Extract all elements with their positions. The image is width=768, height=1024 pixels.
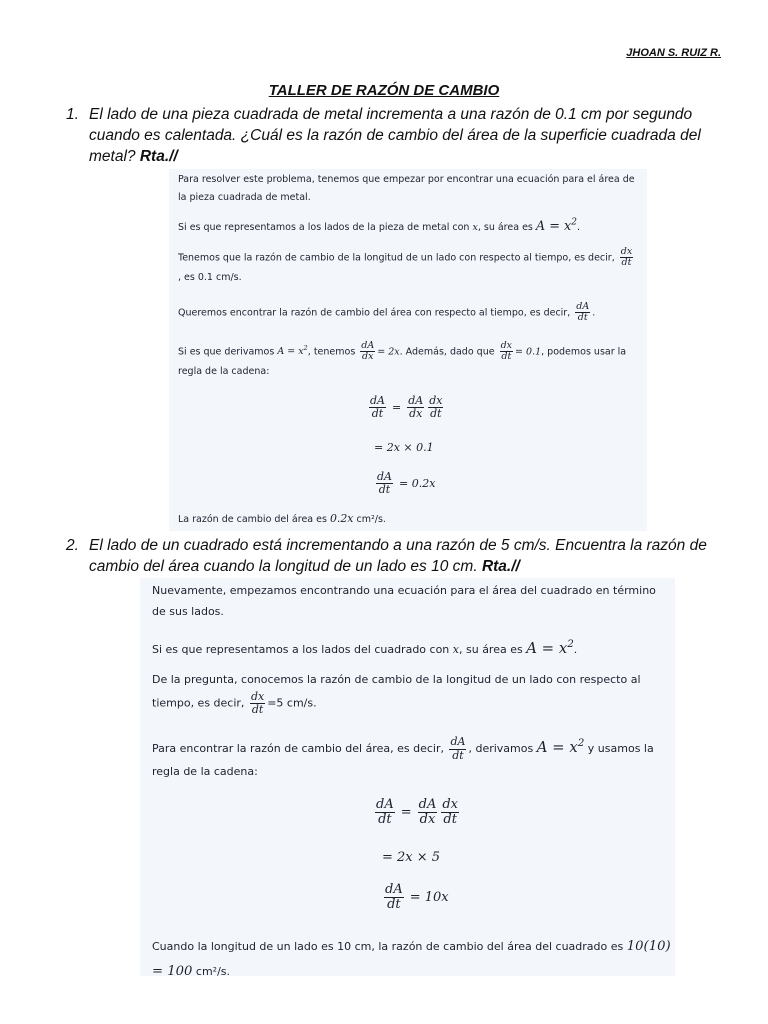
question-2 [66, 535, 726, 577]
math-text: 0.2x [329, 512, 354, 525]
math-text: A = x [535, 219, 572, 234]
solution-paragraph: Nuevamente, empezamos encontrando una ecuación para el área del cuadrado en término de sus lados. [152, 584, 656, 618]
math-fraction [500, 341, 513, 363]
frac-num: dx [250, 689, 265, 703]
answer-label: Rta.// [481, 558, 520, 575]
equation-step: = 2x × 0.1 [374, 441, 434, 454]
math-var: x [452, 643, 459, 656]
text-segment: , su área es [477, 222, 536, 233]
text-segment: La razón de cambio del área es [178, 514, 330, 525]
frac-den: dt [577, 312, 588, 324]
solution-paragraph [152, 670, 672, 716]
text-segment: , su área es [459, 643, 527, 656]
math-fraction [428, 395, 443, 420]
question-number: 1. [66, 106, 79, 123]
chain-rule-equation [367, 395, 445, 420]
math-text: A = x [277, 346, 304, 358]
text-segment: Si es que representamos a los lados de la pieza de metal con [178, 222, 473, 233]
frac-num: dx [500, 340, 513, 351]
question-1 [66, 104, 726, 167]
question-text: El lado de una pieza cuadrada de metal incrementa a una razón de 0.1 cm por segundo cuando es calentada. ¿Cuál es la razón de cambio del área de la superficie cuadrada del metal? [89, 106, 701, 165]
text-segment: =5 cm/s. [267, 696, 317, 710]
math-fraction [375, 798, 395, 828]
text-segment: Si es que derivamos [178, 346, 278, 358]
solution-paragraph [178, 341, 638, 381]
frac-num: dA [450, 735, 466, 749]
math-text: = 2x [377, 346, 400, 358]
solution-1-box [169, 169, 647, 531]
math-text: = 0.1 [515, 346, 542, 358]
math-expression [537, 738, 585, 756]
solution-paragraph: Queremos encontrar la razón de cambio del área con respecto al tiempo, es decir, $\frac{dA}{dt}$ . [178, 301, 596, 324]
question-text-block [89, 104, 726, 167]
frac-num: dx [429, 394, 443, 407]
frac-den: dt [378, 483, 391, 497]
text-segment: , es 0.1 cm/s. [178, 271, 242, 283]
text-segment: . Además, dado que [399, 346, 498, 358]
text-segment: Queremos encontrar la razón de cambio del área con respecto al tiempo, es decir, [178, 307, 574, 319]
frac-den: dt [430, 407, 442, 421]
text-segment: , derivamos [468, 742, 537, 755]
frac-den: dt [443, 812, 457, 828]
frac-den: dt [501, 351, 512, 363]
frac-num: dA [361, 340, 375, 351]
frac-den: dt [387, 897, 401, 913]
equation-step: = 2x × 5 [382, 850, 441, 865]
frac-num: dA [385, 882, 403, 897]
math-operator: = [392, 401, 402, 415]
frac-num: dx [442, 797, 458, 812]
frac-num: dA [377, 470, 392, 483]
text-segment: Tenemos que la razón de cambio de la longitud de un lado con respecto al tiempo, es decir, [178, 252, 618, 264]
text-segment: , tenemos [307, 346, 359, 358]
frac-den: dt [452, 748, 464, 762]
math-var: x [472, 222, 478, 233]
text-segment: cm²/s. [192, 965, 231, 979]
math-fraction [575, 302, 590, 324]
question-text-block [89, 535, 726, 577]
frac-num: dA [576, 301, 590, 312]
text-segment: y usamos la regla de la cadena: [152, 742, 654, 778]
text-segment: Cuando la longitud de un lado es 10 cm, la razón de cambio del área del cuadrado es [152, 940, 627, 953]
math-fraction [441, 798, 459, 828]
math-operator: = [400, 805, 412, 821]
solution-paragraph [152, 733, 672, 782]
math-text: = 0.2x [399, 477, 436, 491]
text-segment: , podemos usar la regla de la cadena: [178, 346, 627, 377]
math-exponent: 2 [571, 217, 577, 228]
math-expression [536, 219, 577, 234]
solution-paragraph: Para resolver este problema, tenemos que empezar por encontrar una ecuación para el área de la pieza cuadrada de metal. [178, 174, 635, 204]
text-segment: De la pregunta, conocemos la razón de cambio de la longitud de un lado con respecto al tiempo, es decir, [152, 673, 641, 710]
frac-den: dt [251, 702, 264, 716]
math-text: A = x [526, 639, 568, 657]
math-text: 10(10) = 100 [152, 939, 671, 980]
frac-num: dA [408, 394, 424, 407]
math-fraction [250, 691, 265, 716]
text-segment: Para encontrar la razón de cambio del área, es decir, [152, 742, 448, 755]
question-number: 2. [66, 537, 79, 554]
frac-den: dx [362, 351, 374, 363]
frac-den: dt [378, 812, 392, 828]
frac-num: dx [620, 246, 633, 257]
math-fraction [369, 395, 386, 420]
math-fraction [360, 341, 375, 363]
text-segment: Si es que representamos a los lados del cuadrado con [152, 643, 453, 656]
answer-label: Rta.// [139, 148, 178, 165]
solution-conclusion [178, 509, 638, 530]
page-title: TALLER DE RAZÓN DE CAMBIO [268, 82, 500, 99]
chain-rule-equation [373, 798, 461, 828]
math-fraction [418, 798, 438, 828]
frac-num: dA [376, 797, 394, 812]
math-expression [277, 346, 307, 357]
solution-paragraph: Si es que representamos a los lados de la pieza de metal con x, su área es $A = x^2$. [178, 217, 581, 234]
math-text: A = x [536, 738, 578, 756]
frac-den: dx [419, 812, 436, 828]
frac-den: dx [409, 407, 423, 421]
frac-den: dt [371, 407, 384, 421]
solution-paragraph: Si es que representamos a los lados del cuadrado con x, su área es $A = x^2$. [152, 638, 578, 657]
math-fraction [620, 247, 633, 269]
solution-conclusion [152, 934, 672, 984]
math-exponent: 2 [567, 638, 574, 651]
text-segment: cm²/s. [353, 514, 386, 525]
math-fraction [376, 471, 393, 496]
math-fraction [384, 883, 404, 913]
math-fraction [407, 395, 424, 420]
author-name: JHOAN S. RUIZ R. [626, 47, 721, 59]
math-exponent: 2 [303, 344, 308, 353]
math-expression [526, 639, 574, 657]
frac-num: dA [418, 797, 437, 812]
frac-num: dA [370, 394, 385, 407]
math-fraction [449, 736, 466, 761]
frac-den: dt [621, 257, 632, 269]
math-exponent: 2 [577, 737, 585, 750]
equation-result [382, 883, 449, 913]
equation-result [374, 471, 435, 496]
solution-paragraph [178, 247, 638, 287]
solution-2-box [140, 578, 675, 980]
question-text: El lado de un cuadrado está incrementando a una razón de 5 cm/s. Encuentra la razón de cambio del área cuando la longitud de un lado es 10 cm. [89, 537, 707, 575]
math-text: = 10x [409, 890, 449, 906]
